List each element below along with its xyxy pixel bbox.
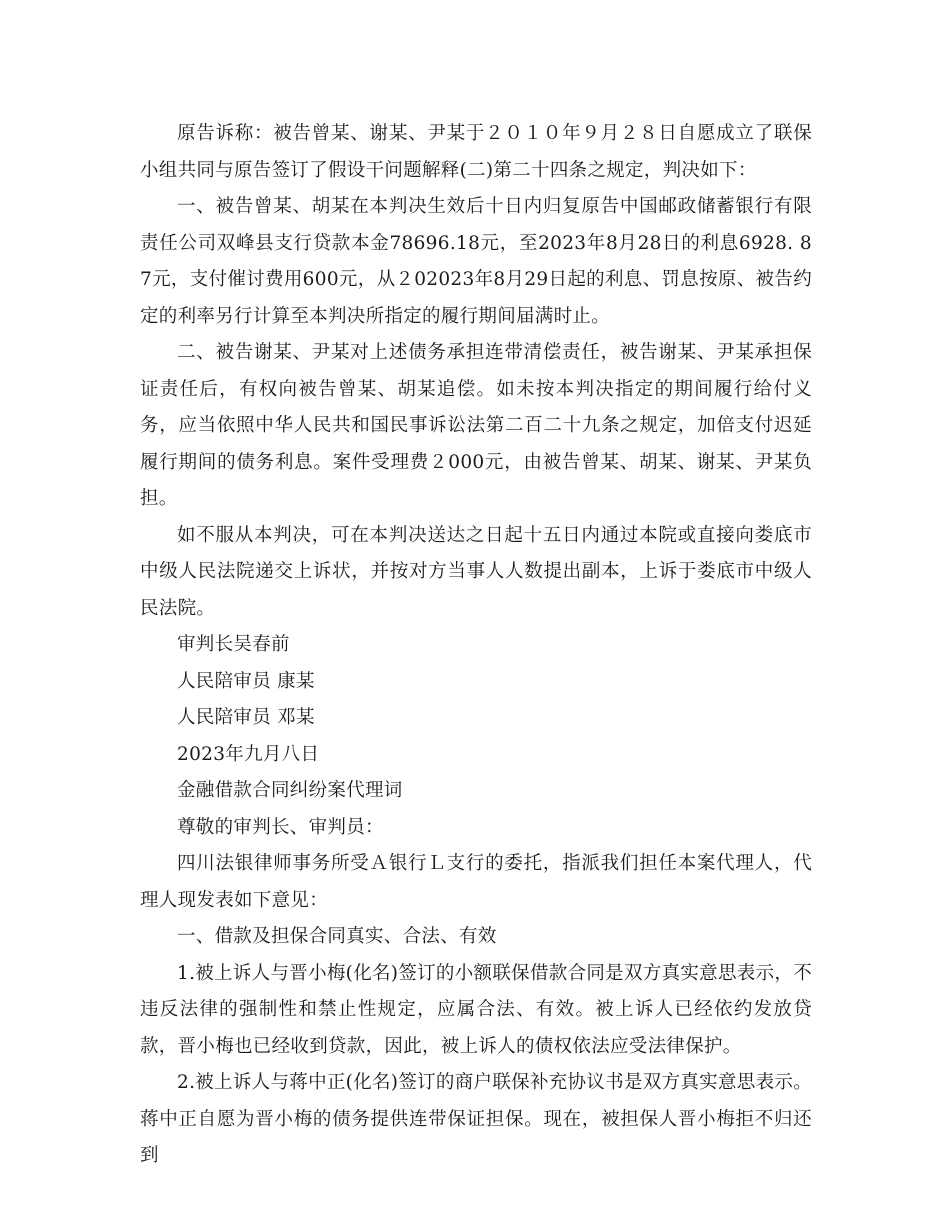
paragraph-appeal-notice: 如不服从本判决，可在本判决送达之日起十五日内通过本院或直接向娄底市中级人民法院递交上诉状，并按对方当事人人数提出副本，上诉于娄底市中级人民法院。 (140, 524, 812, 619)
paragraph-agent-intro: 四川法银律师事务所受Ａ银行Ｌ支行的委托，指派我们担任本案代理人，代理人现发表如下意见： (140, 853, 812, 911)
document-body (140, 116, 812, 1175)
judgment-date: 2023年九月八日 (177, 743, 320, 765)
people-assessor-1: 人民陪审员 康某 (177, 670, 315, 692)
paragraph-judgment-item-1: 一、被告曾某、胡某在本判决生效后十日内归复原告中国邮政储蓄银行有限责任公司双峰县支行贷款本金78696.18元，至2023年8月28日的利息6928. 87元，支付催讨费用600元，从２02023年8月29日起的利息、罚息按原、被告约定的利率另行计算至本判决所指定的履行期间届满时止。 (140, 196, 812, 327)
paragraph-point-2: 2.被上诉人与蒋中正(化名)签订的商户联保补充协议书是双方真实意思表示。蒋中正自愿为晋小梅的债务提供连带保证担保。现在，被担保人晋小梅拒不归还到 (140, 1072, 812, 1166)
section-title: 金融借款合同纠纷案代理词 (177, 780, 403, 801)
presiding-judge: 审判长吴春前 (177, 634, 290, 655)
paragraph-plaintiff-claim: 原告诉称：被告曾某、谢某、尹某于２０１０年９月２８日自愿成立了联保小组共同与原告签订了假设干问题解释(二)第二十四条之规定，判决如下： (140, 123, 812, 181)
salutation: 尊敬的审判长、审判员： (177, 816, 384, 838)
heading-contract-validity: 一、借款及担保合同真实、合法、有效 (177, 926, 497, 947)
paragraph-judgment-item-2: 二、被告谢某、尹某对上述债务承担连带清偿责任，被告谢某、尹某承担保证责任后，有权向被告曾某、胡某追偿。如未按本判决指定的期间履行给付义务，应当依照中华人民共和国民事诉讼法第二百二十九条之规定，加倍支付迟延履行期间的债务利息。案件受理费２000元，由被告曾某、胡某、谢某、尹某负担。 (140, 342, 812, 509)
people-assessor-2: 人民陪审员 邓某 (177, 707, 315, 728)
paragraph-point-1: 1.被上诉人与晋小梅(化名)签订的小额联保借款合同是双方真实意思表示，不违反法律的强制性和禁止性规定，应属合法、有效。被上诉人已经依约发放贷款，晋小梅也已经收到贷款，因此，被上诉人的债权依法应受法律保护。 (140, 962, 812, 1057)
